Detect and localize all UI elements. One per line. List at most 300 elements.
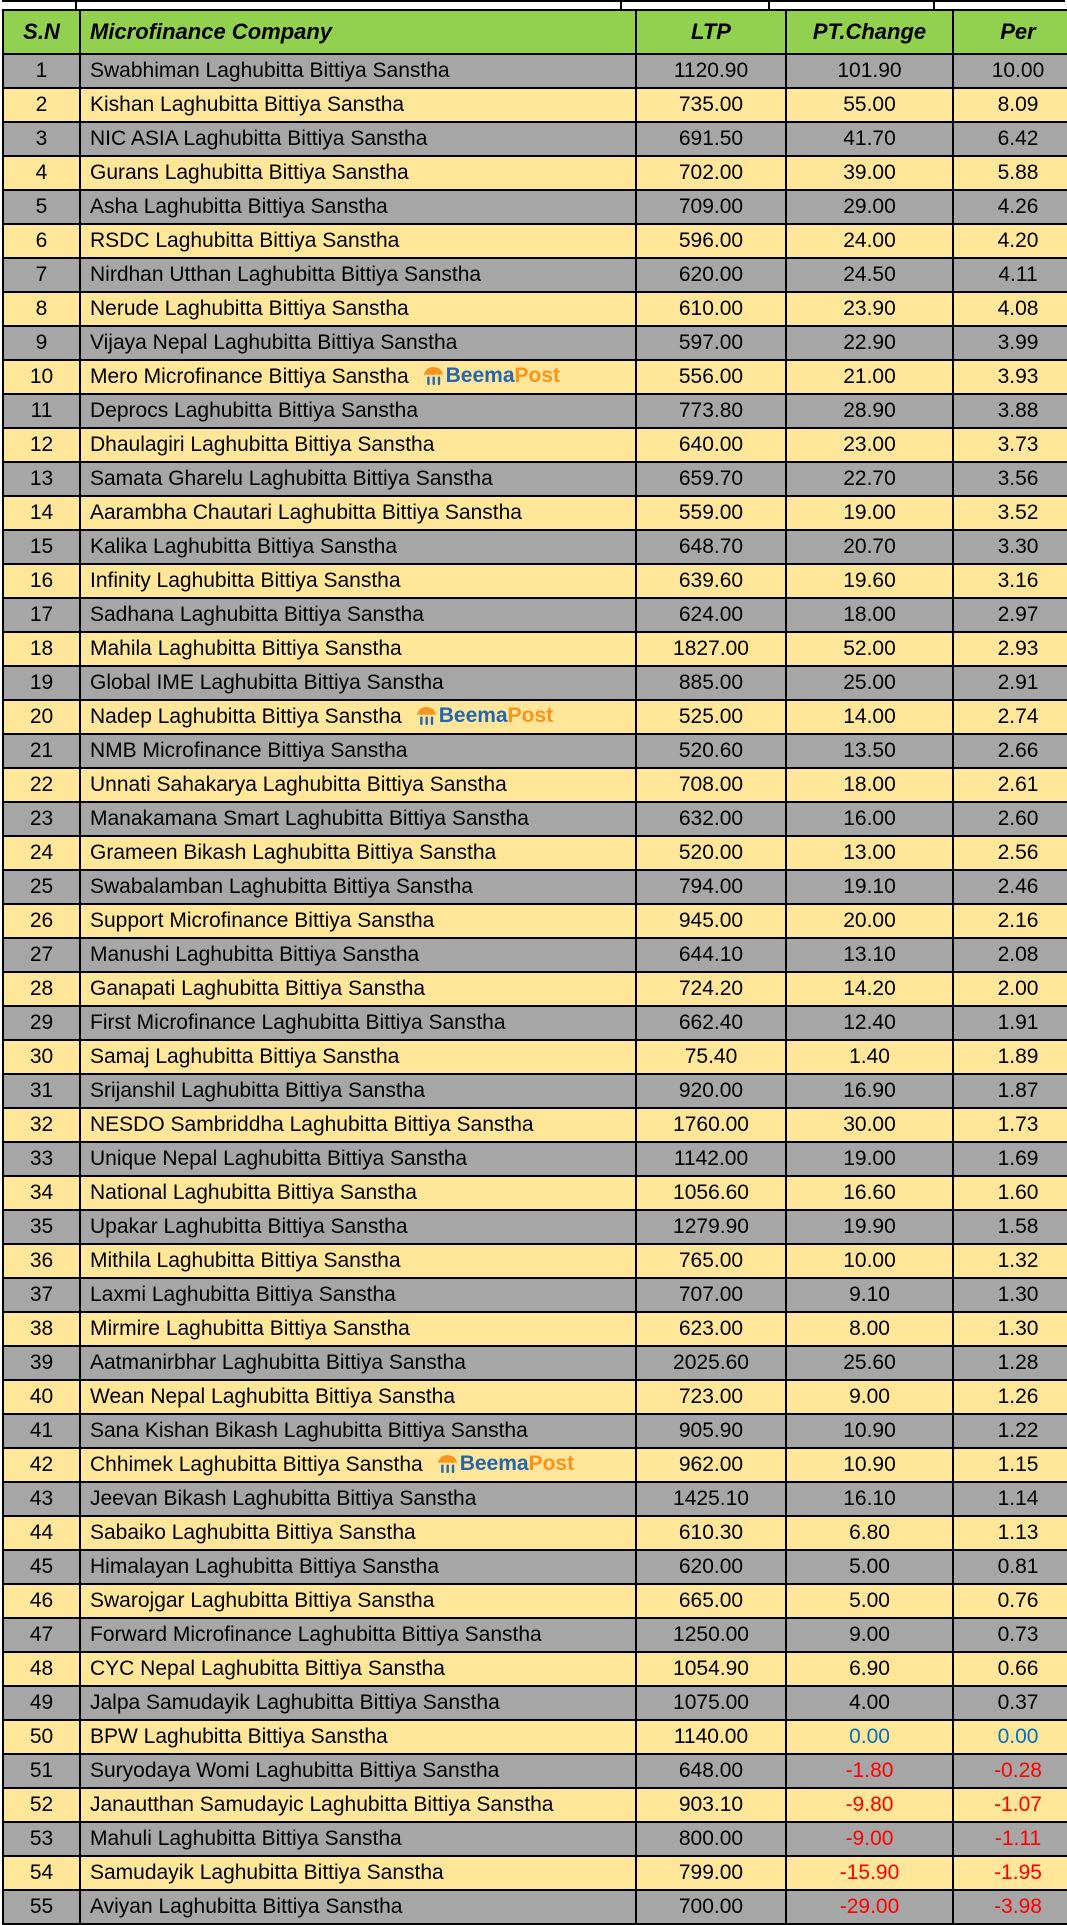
per-value: 1.87 [997,1079,1039,1102]
sn-cell: 21 [3,734,80,768]
umbrella-icon [416,706,437,726]
company-name: Suryodaya Womi Laghubitta Bittiya Sanstha [90,1759,500,1782]
change-value: 21.00 [843,365,896,388]
company-cell [80,292,636,326]
change-cell [786,598,953,632]
company-name: Mirmire Laghubitta Bittiya Sanstha [90,1317,410,1340]
company-cell [80,836,636,870]
company-name: Manakamana Smart Laghubitta Bittiya Sanstha [90,807,529,830]
table-row [3,326,1067,360]
per-cell [953,1754,1067,1788]
ltp-cell [636,394,786,428]
company-cell [80,768,636,802]
per-value: 1.22 [997,1419,1039,1442]
change-cell [786,700,953,734]
company-name: RSDC Laghubitta Bittiya Sanstha [90,229,400,252]
per-cell [953,734,1067,768]
sn-cell: 5 [3,190,80,224]
change-cell [786,156,953,190]
ltp-cell [636,1550,786,1584]
per-cell [953,156,1067,190]
per-value: 1.28 [997,1351,1039,1374]
company-cell [80,1822,636,1856]
table-row [3,1176,1067,1210]
ltp-value: 691.50 [678,127,744,150]
per-value: -1.11 [994,1827,1042,1850]
table-row [3,496,1067,530]
change-cell [786,1380,953,1414]
table-row [3,802,1067,836]
change-cell [786,496,953,530]
ltp-cell [636,1788,786,1822]
per-cell [953,870,1067,904]
change-value: 16.90 [843,1079,896,1102]
ltp-value: 920.00 [678,1079,744,1102]
company-cell [80,1550,636,1584]
ltp-cell [636,1856,786,1890]
company-name: Sabaiko Laghubitta Bittiya Sanstha [90,1521,416,1544]
table-row [3,564,1067,598]
change-cell [786,1346,953,1380]
company-cell [80,1482,636,1516]
sn-cell: 53 [3,1822,80,1856]
company-name: Upakar Laghubitta Bittiya Sanstha [90,1215,408,1238]
top-strip-cell [935,2,1063,9]
sn-cell: 26 [3,904,80,938]
change-value: 9.00 [849,1623,890,1646]
change-value: 23.90 [843,297,896,320]
company-name: Sadhana Laghubitta Bittiya Sanstha [90,603,424,626]
sn-cell: 7 [3,258,80,292]
company-name: Jeevan Bikash Laghubitta Bittiya Sanstha [90,1487,477,1510]
ltp-value: 707.00 [678,1283,744,1306]
change-cell [786,530,953,564]
company-name: Nadep Laghubitta Bittiya Sanstha [90,704,402,728]
per-value: 1.60 [997,1181,1039,1204]
table-row [3,1108,1067,1142]
sn-cell: 37 [3,1278,80,1312]
table-row [3,1652,1067,1686]
company-name: Infinity Laghubitta Bittiya Sanstha [90,569,401,592]
change-cell [786,360,953,394]
ltp-cell [636,224,786,258]
sn-cell: 33 [3,1142,80,1176]
company-name: Mithila Laghubitta Bittiya Sanstha [90,1249,401,1272]
change-value: 101.90 [837,59,902,82]
ltp-cell [636,1414,786,1448]
per-value: 1.89 [997,1045,1039,1068]
change-value: 19.90 [843,1215,896,1238]
company-cell [80,632,636,666]
top-strip-cell [2,2,77,9]
per-value: 0.81 [997,1555,1039,1578]
company-name: Samudayik Laghubitta Bittiya Sanstha [90,1861,444,1884]
per-cell [953,1550,1067,1584]
change-cell [786,1278,953,1312]
ltp-value: 640.00 [678,433,744,456]
table-row [3,1074,1067,1108]
per-cell [953,88,1067,122]
change-cell [786,1618,953,1652]
change-value: 4.00 [849,1691,890,1714]
sn-cell: 52 [3,1788,80,1822]
ltp-value: 520.00 [678,841,744,864]
company-cell [80,1686,636,1720]
top-strip-cell [77,2,622,9]
per-cell [953,1584,1067,1618]
per-cell [953,1244,1067,1278]
company-cell [80,1448,636,1482]
ltp-cell [636,598,786,632]
change-cell [786,1856,953,1890]
company-cell [80,1176,636,1210]
change-value: 19.00 [843,501,896,524]
column-header-ltp: LTP [636,10,786,54]
per-value: 1.14 [997,1487,1039,1510]
table-row [3,190,1067,224]
company-cell [80,938,636,972]
per-cell [953,54,1067,88]
company-cell [80,972,636,1006]
per-value: 2.93 [997,637,1039,660]
company-name: Himalayan Laghubitta Bittiya Sanstha [90,1555,440,1578]
change-cell [786,190,953,224]
company-cell [80,1720,636,1754]
change-cell [786,1584,953,1618]
per-value: 1.30 [997,1283,1039,1306]
company-cell [80,1074,636,1108]
ltp-cell [636,972,786,1006]
sn-cell: 38 [3,1312,80,1346]
column-header-per: Per [953,10,1067,54]
ltp-value: 525.00 [678,705,744,728]
ltp-cell [636,1176,786,1210]
ltp-cell [636,1618,786,1652]
sn-cell: 18 [3,632,80,666]
per-cell [953,768,1067,802]
ltp-value: 962.00 [678,1453,744,1476]
company-name: NESDO Sambriddha Laghubitta Bittiya Sanstha [90,1113,534,1136]
company-name: Mahuli Laghubitta Bittiya Sanstha [90,1827,402,1850]
table-row [3,1380,1067,1414]
per-value: 1.69 [997,1147,1039,1170]
sn-cell: 11 [3,394,80,428]
company-cell [80,54,636,88]
per-value: 2.46 [997,875,1039,898]
company-cell [80,1040,636,1074]
ltp-cell [636,258,786,292]
per-cell [953,1142,1067,1176]
change-value: 25.60 [843,1351,896,1374]
table-row [3,1210,1067,1244]
ltp-cell [636,802,786,836]
sn-cell: 9 [3,326,80,360]
ltp-value: 632.00 [678,807,744,830]
company-name: NIC ASIA Laghubitta Bittiya Sanstha [90,127,428,150]
ltp-cell [636,870,786,904]
per-value: 4.20 [997,229,1039,252]
change-cell [786,1754,953,1788]
change-value: 41.70 [843,127,896,150]
per-value: 1.91 [997,1011,1039,1034]
change-cell [786,1074,953,1108]
change-cell [786,1108,953,1142]
ltp-cell [636,530,786,564]
company-cell [80,1618,636,1652]
change-value: 6.80 [849,1521,890,1544]
per-cell [953,190,1067,224]
change-value: 0.00 [849,1725,890,1748]
change-value: 25.00 [843,671,896,694]
per-cell [953,666,1067,700]
sn-cell: 2 [3,88,80,122]
per-value: 0.00 [997,1725,1039,1748]
table-row [3,768,1067,802]
umbrella-icon [437,1454,458,1474]
change-cell [786,632,953,666]
company-name: Ganapati Laghubitta Bittiya Sanstha [90,977,426,1000]
company-name: Dhaulagiri Laghubitta Bittiya Sanstha [90,433,435,456]
ltp-value: 724.20 [678,977,744,1000]
company-name: Nirdhan Utthan Laghubitta Bittiya Sanstha [90,263,482,286]
per-cell [953,1788,1067,1822]
ltp-value: 597.00 [678,331,744,354]
badge-text-beema: Beema [438,704,508,728]
table-row [3,1822,1067,1856]
table-row [3,54,1067,88]
change-cell [786,1210,953,1244]
change-cell [786,122,953,156]
per-cell [953,1346,1067,1380]
sn-cell: 28 [3,972,80,1006]
change-cell [786,938,953,972]
sn-cell: 30 [3,1040,80,1074]
table-row [3,972,1067,1006]
per-value: 1.13 [997,1521,1039,1544]
sn-cell: 44 [3,1516,80,1550]
per-cell [953,1448,1067,1482]
per-value: 4.11 [998,263,1038,286]
table-row [3,1890,1067,1924]
ltp-value: 620.00 [678,1555,744,1578]
change-cell [786,428,953,462]
company-cell [80,802,636,836]
ltp-cell [636,54,786,88]
sn-cell: 29 [3,1006,80,1040]
company-cell [80,496,636,530]
change-value: 22.90 [843,331,896,354]
ltp-value: 610.30 [678,1521,744,1544]
ltp-cell [636,768,786,802]
ltp-cell [636,190,786,224]
company-cell [80,1244,636,1278]
change-value: 14.20 [843,977,896,1000]
per-value: 3.73 [997,433,1039,456]
ltp-value: 648.70 [678,535,744,558]
ltp-cell [636,326,786,360]
ltp-cell [636,1312,786,1346]
ltp-cell [636,1822,786,1856]
company-name: Mahila Laghubitta Bittiya Sanstha [90,637,402,660]
change-value: 5.00 [849,1589,890,1612]
company-name: Nerude Laghubitta Bittiya Sanstha [90,297,409,320]
per-value: -3.98 [994,1895,1042,1918]
per-cell [953,1652,1067,1686]
change-value: 10.00 [843,1249,896,1272]
company-name: First Microfinance Laghubitta Bittiya Sanstha [90,1011,506,1034]
table-row [3,1142,1067,1176]
company-cell [80,326,636,360]
company-name: Srijanshil Laghubitta Bittiya Sanstha [90,1079,426,1102]
ltp-value: 945.00 [678,909,744,932]
top-strip-cell [622,2,770,9]
sn-cell: 16 [3,564,80,598]
company-cell [80,190,636,224]
per-cell [953,802,1067,836]
company-name: Wean Nepal Laghubitta Bittiya Sanstha [90,1385,456,1408]
column-header-sn: S.N [3,10,80,54]
table-row [3,870,1067,904]
sn-cell: 25 [3,870,80,904]
sn-cell: 50 [3,1720,80,1754]
per-cell [953,224,1067,258]
ltp-cell [636,1482,786,1516]
sn-cell: 48 [3,1652,80,1686]
change-cell [786,1720,953,1754]
change-cell [786,1652,953,1686]
per-cell [953,598,1067,632]
table-row [3,394,1067,428]
table-row [3,1516,1067,1550]
ltp-value: 765.00 [678,1249,744,1272]
table-row [3,1006,1067,1040]
ltp-cell [636,1890,786,1924]
change-value: 10.90 [843,1419,896,1442]
change-value: 5.00 [849,1555,890,1578]
change-value: 16.00 [843,807,896,830]
change-value: -1.80 [845,1759,894,1782]
change-value: 13.00 [843,841,896,864]
ltp-cell [636,904,786,938]
table-row [3,1448,1067,1482]
ltp-value: 623.00 [678,1317,744,1340]
change-value: 24.50 [843,263,896,286]
ltp-value: 1140.00 [673,1725,749,1748]
change-cell [786,836,953,870]
change-cell [786,1516,953,1550]
change-value: 9.10 [849,1283,890,1306]
change-cell [786,394,953,428]
microfinance-table [2,9,1067,1925]
change-cell [786,1040,953,1074]
column-header-company: Microfinance Company [80,10,636,54]
ltp-value: 559.00 [678,501,744,524]
per-cell [953,1074,1067,1108]
company-cell [80,1516,636,1550]
company-cell [80,1652,636,1686]
change-cell [786,972,953,1006]
badge-text-beema: Beema [459,1452,529,1476]
ltp-cell [636,666,786,700]
ltp-value: 1250.00 [673,1623,749,1646]
per-value: 2.66 [997,739,1039,762]
ltp-cell [636,428,786,462]
ltp-cell [636,1108,786,1142]
per-cell [953,326,1067,360]
company-cell [80,1788,636,1822]
company-name: NMB Microfinance Bittiya Sanstha [90,739,408,762]
company-name: Aatmanirbhar Laghubitta Bittiya Sanstha [90,1351,466,1374]
ltp-value: 1075.00 [673,1691,749,1714]
company-name: Grameen Bikash Laghubitta Bittiya Sanstha [90,841,497,864]
ltp-value: 1120.90 [673,59,749,82]
company-cell [80,394,636,428]
per-value: 4.26 [997,195,1039,218]
sn-cell: 10 [3,360,80,394]
change-value: -15.90 [839,1861,900,1884]
per-value: 2.97 [997,603,1039,626]
company-cell [80,1890,636,1924]
ltp-value: 1056.60 [673,1181,749,1204]
change-cell [786,88,953,122]
change-value: 28.90 [843,399,896,422]
table-row [3,836,1067,870]
per-cell [953,904,1067,938]
per-cell [953,1278,1067,1312]
change-cell [786,1142,953,1176]
sn-cell: 20 [3,700,80,734]
company-cell [80,1346,636,1380]
umbrella-icon [423,366,444,386]
ltp-cell [636,836,786,870]
company-cell [80,564,636,598]
change-value: 30.00 [843,1113,896,1136]
per-value: 6.42 [997,127,1039,150]
change-cell [786,224,953,258]
ltp-value: 735.00 [678,93,744,116]
ltp-cell [636,496,786,530]
change-value: 13.10 [843,943,896,966]
change-value: -29.00 [839,1895,900,1918]
ltp-cell [636,1516,786,1550]
ltp-value: 885.00 [678,671,744,694]
company-cell [80,1108,636,1142]
change-value: 23.00 [843,433,896,456]
sn-cell: 49 [3,1686,80,1720]
change-cell [786,1788,953,1822]
per-cell [953,564,1067,598]
ltp-value: 773.80 [678,399,744,422]
change-cell [786,326,953,360]
table-row [3,428,1067,462]
change-value: 20.00 [843,909,896,932]
change-cell [786,904,953,938]
per-cell [953,1720,1067,1754]
table-row [3,360,1067,394]
change-value: 29.00 [843,195,896,218]
per-cell [953,972,1067,1006]
ltp-cell [636,632,786,666]
company-cell [80,734,636,768]
change-cell [786,768,953,802]
company-name: BPW Laghubitta Bittiya Sanstha [90,1725,388,1748]
change-value: -9.80 [845,1793,894,1816]
company-name: Asha Laghubitta Bittiya Sanstha [90,195,388,218]
ltp-value: 1425.10 [673,1487,749,1510]
company-name: Janautthan Samudayic Laghubitta Bittiya Sanstha [90,1793,554,1816]
per-value: 2.74 [997,705,1039,728]
table-row [3,530,1067,564]
